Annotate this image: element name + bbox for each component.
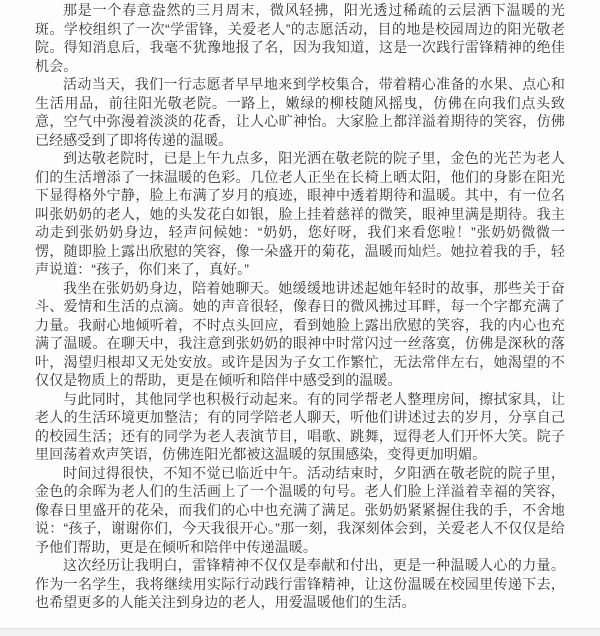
essay-paragraph-5: 与此同时，其他同学也积极行动起来。有的同学帮老人整理房间，擦拭家具，让老人的生活环境更加整洁；有的同学陪老人聊天，听他们讲述过去的岁月，分享自己的校园生活；还有的同学为老人表演节目，唱歌、跳舞，逗得老人们开怀大笑。院子里回荡着欢声笑语，仿佛连阳光都被这温暖的氛围感染，变得更加明媚。 [35, 390, 565, 462]
bottom-edge-strip [0, 628, 600, 636]
essay-paragraph-2: 活动当天，我们一行志愿者早早地来到学校集合，带着精心准备的水果、点心和生活用品，前往阳光敬老院。一路上，嫩绿的柳枝随风摇曳，仿佛在向我们点头致意，空气中弥漫着淡淡的花香，让人心旷神怡。大家脸上都洋溢着期待的笑容，仿佛已经感受到了即将传递的温暖。 [35, 76, 565, 148]
essay-paragraph-3: 到达敬老院时，已是上午九点多，阳光洒在敬老院的院子里，金色的光芒为老人们的生活增添了一抹温暖的色彩。几位老人正坐在长椅上晒太阳，他们的身影在阳光下显得格外宁静，脸上布满了岁月的痕迹，眼神中透着期待和温暖。其中，有一位名叫张奶奶的老人，她的头发花白如银，脸上挂着慈祥的微笑，眼神里满是期待。我主动走到张奶奶身边，轻声问候她：“奶奶，您好呀，我们来看您啦！”张奶奶微微一愣，随即脸上露出欣慰的笑容，像一朵盛开的菊花，温暖而灿烂。她拉着我的手，轻声说道：“孩子，你们来了，真好。” [35, 150, 565, 277]
essay-body [35, 1, 565, 612]
essay-paragraph-7: 这次经历让我明白，雷锋精神不仅仅是奉献和付出，更是一种温暖人心的力量。作为一名学生，我将继续用实际行动践行雷锋精神，让这份温暖在校园里传递下去，也希望更多的人能关注到身边的老人，用爱温暖他们的生活。 [35, 557, 565, 610]
essay-paragraph-1: 那是一个春意盎然的三月周末，微风轻拂，阳光透过稀疏的云层洒下温暖的光斑。学校组织了一次“学雷锋，关爱老人”的志愿活动，目的地是校园周边的阳光敬老院。得知消息后，我毫不犹豫地报了名，因为我知道，这是一次践行雷锋精神的绝佳机会。 [35, 2, 565, 74]
essay-paragraph-6: 时间过得很快，不知不觉已临近中午。活动结束时，夕阳洒在敬老院的院子里，金色的余晖为老人们的生活画上了一个温暖的句号。老人们脸上洋溢着幸福的笑容，像春日里盛开的花朵，而我们的心中也充满了满足。张奶奶紧紧握住我的手，不舍地说：“孩子，谢谢你们，今天我很开心。”那一刻，我深刻体会到，关爱老人不仅仅是给予他们帮助，更是在倾听和陪伴中传递温暖。 [35, 464, 565, 555]
essay-paragraph-4: 我坐在张奶奶身边，陪着她聊天。她缓缓地讲述起她年轻时的故事，那些关于奋斗、爱情和生活的点滴。她的声音很轻，像春日的微风拂过耳畔，每一个字都充满了力量。我耐心地倾听着，不时点头回应，看到她脸上露出欣慰的笑容，我的内心也充满了温暖。在聊天中，我注意到张奶奶的眼神中时常闪过一丝落寞，仿佛是深秋的落叶，渴望归根却又无处安放。或许是因为子女工作繁忙，无法常伴左右，她渴望的不仅仅是物质上的帮助，更是在倾听和陪伴中感受到的温暖。 [35, 279, 565, 388]
